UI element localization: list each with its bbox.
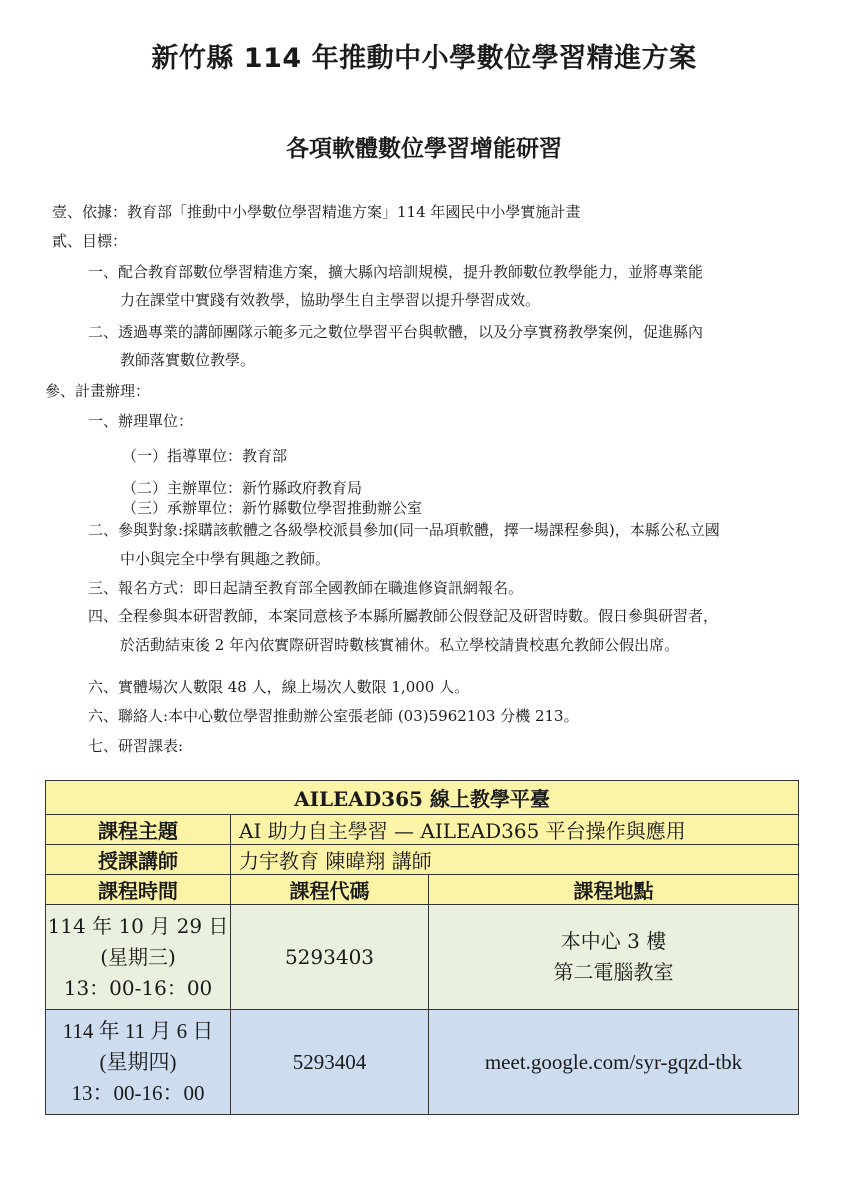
- col-place-header: 課程地點: [429, 875, 799, 905]
- organizer-host: （二）主辦單位：新竹縣政府教育局: [122, 479, 363, 497]
- document-subtitle: 各項軟體數位學習增能研習: [286, 136, 562, 162]
- schedule-heading: 七、研習課表:: [88, 737, 184, 755]
- session-place: [429, 905, 799, 1010]
- topic-value: AI 助力自主學習 — AILEAD365 平台操作與應用: [231, 815, 799, 845]
- plan-heading: 參、計畫辦理：: [45, 382, 151, 400]
- schedule-table: [45, 780, 799, 1115]
- table-row: [46, 1010, 799, 1115]
- signup-text: 三、報名方式：即日起請至教育部全國教師在職進修資訊網報名。: [88, 579, 524, 597]
- lecturer-row: [46, 845, 799, 875]
- leave-line-2: 於活動結束後 2 年內依實際研習時數核實補休。私立學校請貴校惠允教師公假出席。: [120, 636, 680, 654]
- goal-1-line-2: 力在課堂中實踐有效教學，協助學生自主學習以提升學習成效。: [120, 291, 541, 309]
- topic-row: [46, 815, 799, 845]
- goals-heading: 貳、目標：: [52, 232, 128, 250]
- session-place-line-1: 本中心 3 樓: [560, 929, 667, 953]
- session-place[interactable]: [429, 1010, 799, 1115]
- leave-line-1: 四、全程參與本研習教師，本案同意核予本縣所屬教師公假登記及研習時數。假日參與研習者，: [88, 607, 719, 625]
- session-datetime: [46, 905, 231, 1010]
- capacity-text: 六、實體場次人數限 48 人，線上場次人數限 1,000 人。: [88, 678, 470, 696]
- column-header-row: [46, 875, 799, 905]
- session-datetime: [46, 1010, 231, 1115]
- lecturer-value: 力宇教育 陳暐翔 講師: [231, 845, 799, 875]
- session-code: 5293404: [231, 1010, 429, 1115]
- platform-title: AILEAD365 線上教學平臺: [46, 781, 799, 815]
- basis-text: 壹、依據：教育部「推動中小學數位學習精進方案」114 年國民中小學實施計畫: [52, 203, 581, 221]
- organizer-guide: （一）指導單位：教育部: [122, 447, 288, 465]
- target-line-1: 二、參與對象:採購該軟體之各級學校派員參加(同一品項軟體，擇一場課程參與)，本縣公私立國: [88, 521, 720, 539]
- col-time-header: 課程時間: [46, 875, 231, 905]
- goal-1-line-1: 一、配合教育部數位學習精進方案，擴大縣內培訓規模，提升教師數位教學能力，並將專業能: [88, 263, 704, 281]
- session-date: 114 年 11 月 6 日: [62, 1018, 214, 1043]
- session-place-line-2: 第二電腦教室: [553, 960, 674, 984]
- contact-text: 六、聯絡人:本中心數位學習推動辦公室張老師 (03)5962103 分機 213。: [88, 707, 579, 725]
- session-weekday: (星期四): [99, 1049, 177, 1074]
- organizer-executor: （三）承辦單位：新竹縣數位學習推動辦公室: [122, 499, 423, 517]
- document-title: 新竹縣 114 年推動中小學數位學習精進方案: [151, 43, 697, 74]
- col-code-header: 課程代碼: [231, 875, 429, 905]
- meet-link[interactable]: meet.google.com/syr-gqzd-tbk: [484, 1049, 743, 1074]
- topic-label: 課程主題: [46, 815, 231, 845]
- session-weekday: (星期三): [100, 944, 176, 969]
- goal-2-line-1: 二、透過專業的講師團隊示範多元之數位學習平台與軟體，以及分享實務教學案例，促進縣內: [88, 323, 704, 341]
- target-line-2: 中小與完全中學有興趣之教師。: [120, 550, 331, 568]
- organizer-heading: 一、辦理單位：: [88, 412, 194, 430]
- table-row: [46, 905, 799, 1010]
- session-code: 5293403: [231, 905, 429, 1010]
- table-header-row: [46, 781, 799, 815]
- session-time: 13：00-16：00: [71, 1080, 205, 1105]
- session-time: 13：00-16：00: [63, 975, 213, 1000]
- goal-2-line-2: 教師落實數位教學。: [120, 351, 256, 369]
- lecturer-label: 授課講師: [46, 845, 231, 875]
- session-date: 114 年 10 月 29 日: [47, 913, 229, 938]
